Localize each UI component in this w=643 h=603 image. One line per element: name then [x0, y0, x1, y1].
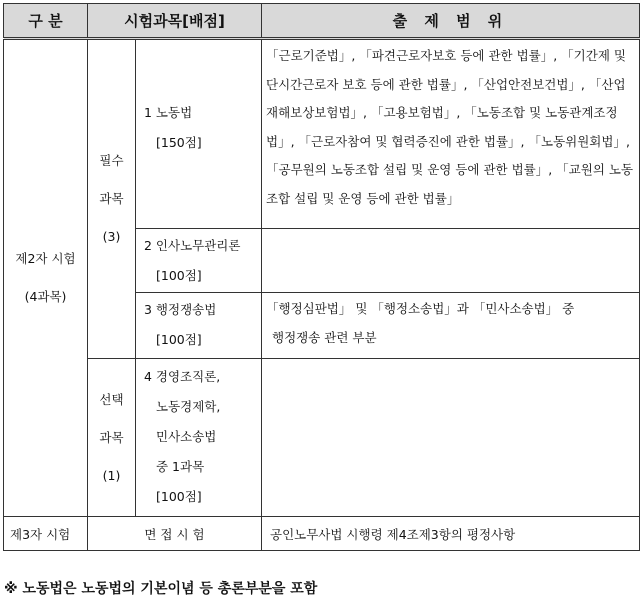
- table-row: [4, 359, 640, 517]
- exam3-label: 제3자 시험: [4, 517, 88, 551]
- range-line: 「행정심판법」 및 「행정소송법」과 「민사소송법」 중: [266, 301, 575, 316]
- table-header-row: [4, 4, 640, 39]
- range-labor-law: 「근로기준법」, 「파견근로자보호 등에 관한 법률」, 「기간제 및 단시간근로자 보호 등에 관한 법률」, 「산업안전보건법」, 「산업재해보상보험법」, 「고용보험법」, 「노동조합 및 노동관계조정법」, 「근로자참여 및 협력증진에 관한 법률」, 「노동위원회법」, 「공무원의 노동조합 설립 및 운영 등에 관한 법률」, 「교원의 노동조합 설립 및 운영 등에 관한 법률」: [262, 39, 640, 229]
- subject-name: 1 노동법: [144, 105, 193, 120]
- subject-admin-litigation: [136, 293, 262, 359]
- header-range: 출 제 범 위: [262, 4, 640, 39]
- exam2-count: (4과목): [24, 289, 67, 304]
- subject-option: 노동경제학,: [156, 399, 221, 414]
- elective-line1: 선택: [99, 391, 124, 407]
- required-cell: [88, 39, 136, 359]
- elective-count: (1): [102, 467, 121, 483]
- subject-name: 2 인사노무관리론: [144, 238, 241, 253]
- footnote: ※ 노동법은 노동법의 기본이념 등 총론부분을 포함: [4, 581, 318, 597]
- subject-points: [150점]: [156, 135, 202, 150]
- subject-points: [100점]: [156, 268, 202, 283]
- exam3-range: 공인노무사법 시행령 제4조제3항의 평정사항: [262, 517, 640, 551]
- subject-name: 4 경영조직론,: [144, 369, 221, 384]
- header-category: 구 분: [4, 4, 88, 39]
- table-row: [4, 517, 640, 551]
- subject-elective: [136, 359, 262, 517]
- subject-points: [100점]: [156, 332, 202, 347]
- exam2-label: 제2자 시험: [15, 251, 76, 266]
- subject-hr-management: [136, 229, 262, 293]
- required-line1: 필수: [99, 153, 124, 168]
- subject-name: 3 행정쟁송법: [144, 302, 217, 317]
- range-admin-litigation: [262, 293, 640, 359]
- required-count: (3): [102, 229, 121, 244]
- elective-line2: 과목: [99, 429, 124, 445]
- exam2-cell: [4, 39, 88, 517]
- subject-option: 중 1과목: [156, 459, 205, 474]
- subject-points: [100점]: [156, 489, 202, 504]
- range-hr-management: [262, 229, 640, 293]
- exam3-subject: 면 접 시 험: [88, 517, 262, 551]
- table-row: [4, 39, 640, 229]
- subject-labor-law: [136, 39, 262, 229]
- range-line: 행정쟁송 관련 부분: [272, 329, 377, 345]
- subject-option: 민사소송법: [156, 429, 217, 444]
- header-subject: 시험과목[배점]: [88, 4, 262, 39]
- exam-subjects-table: [3, 3, 640, 551]
- range-elective: [262, 359, 640, 517]
- required-line2: 과목: [99, 191, 124, 206]
- elective-cell: [88, 359, 136, 517]
